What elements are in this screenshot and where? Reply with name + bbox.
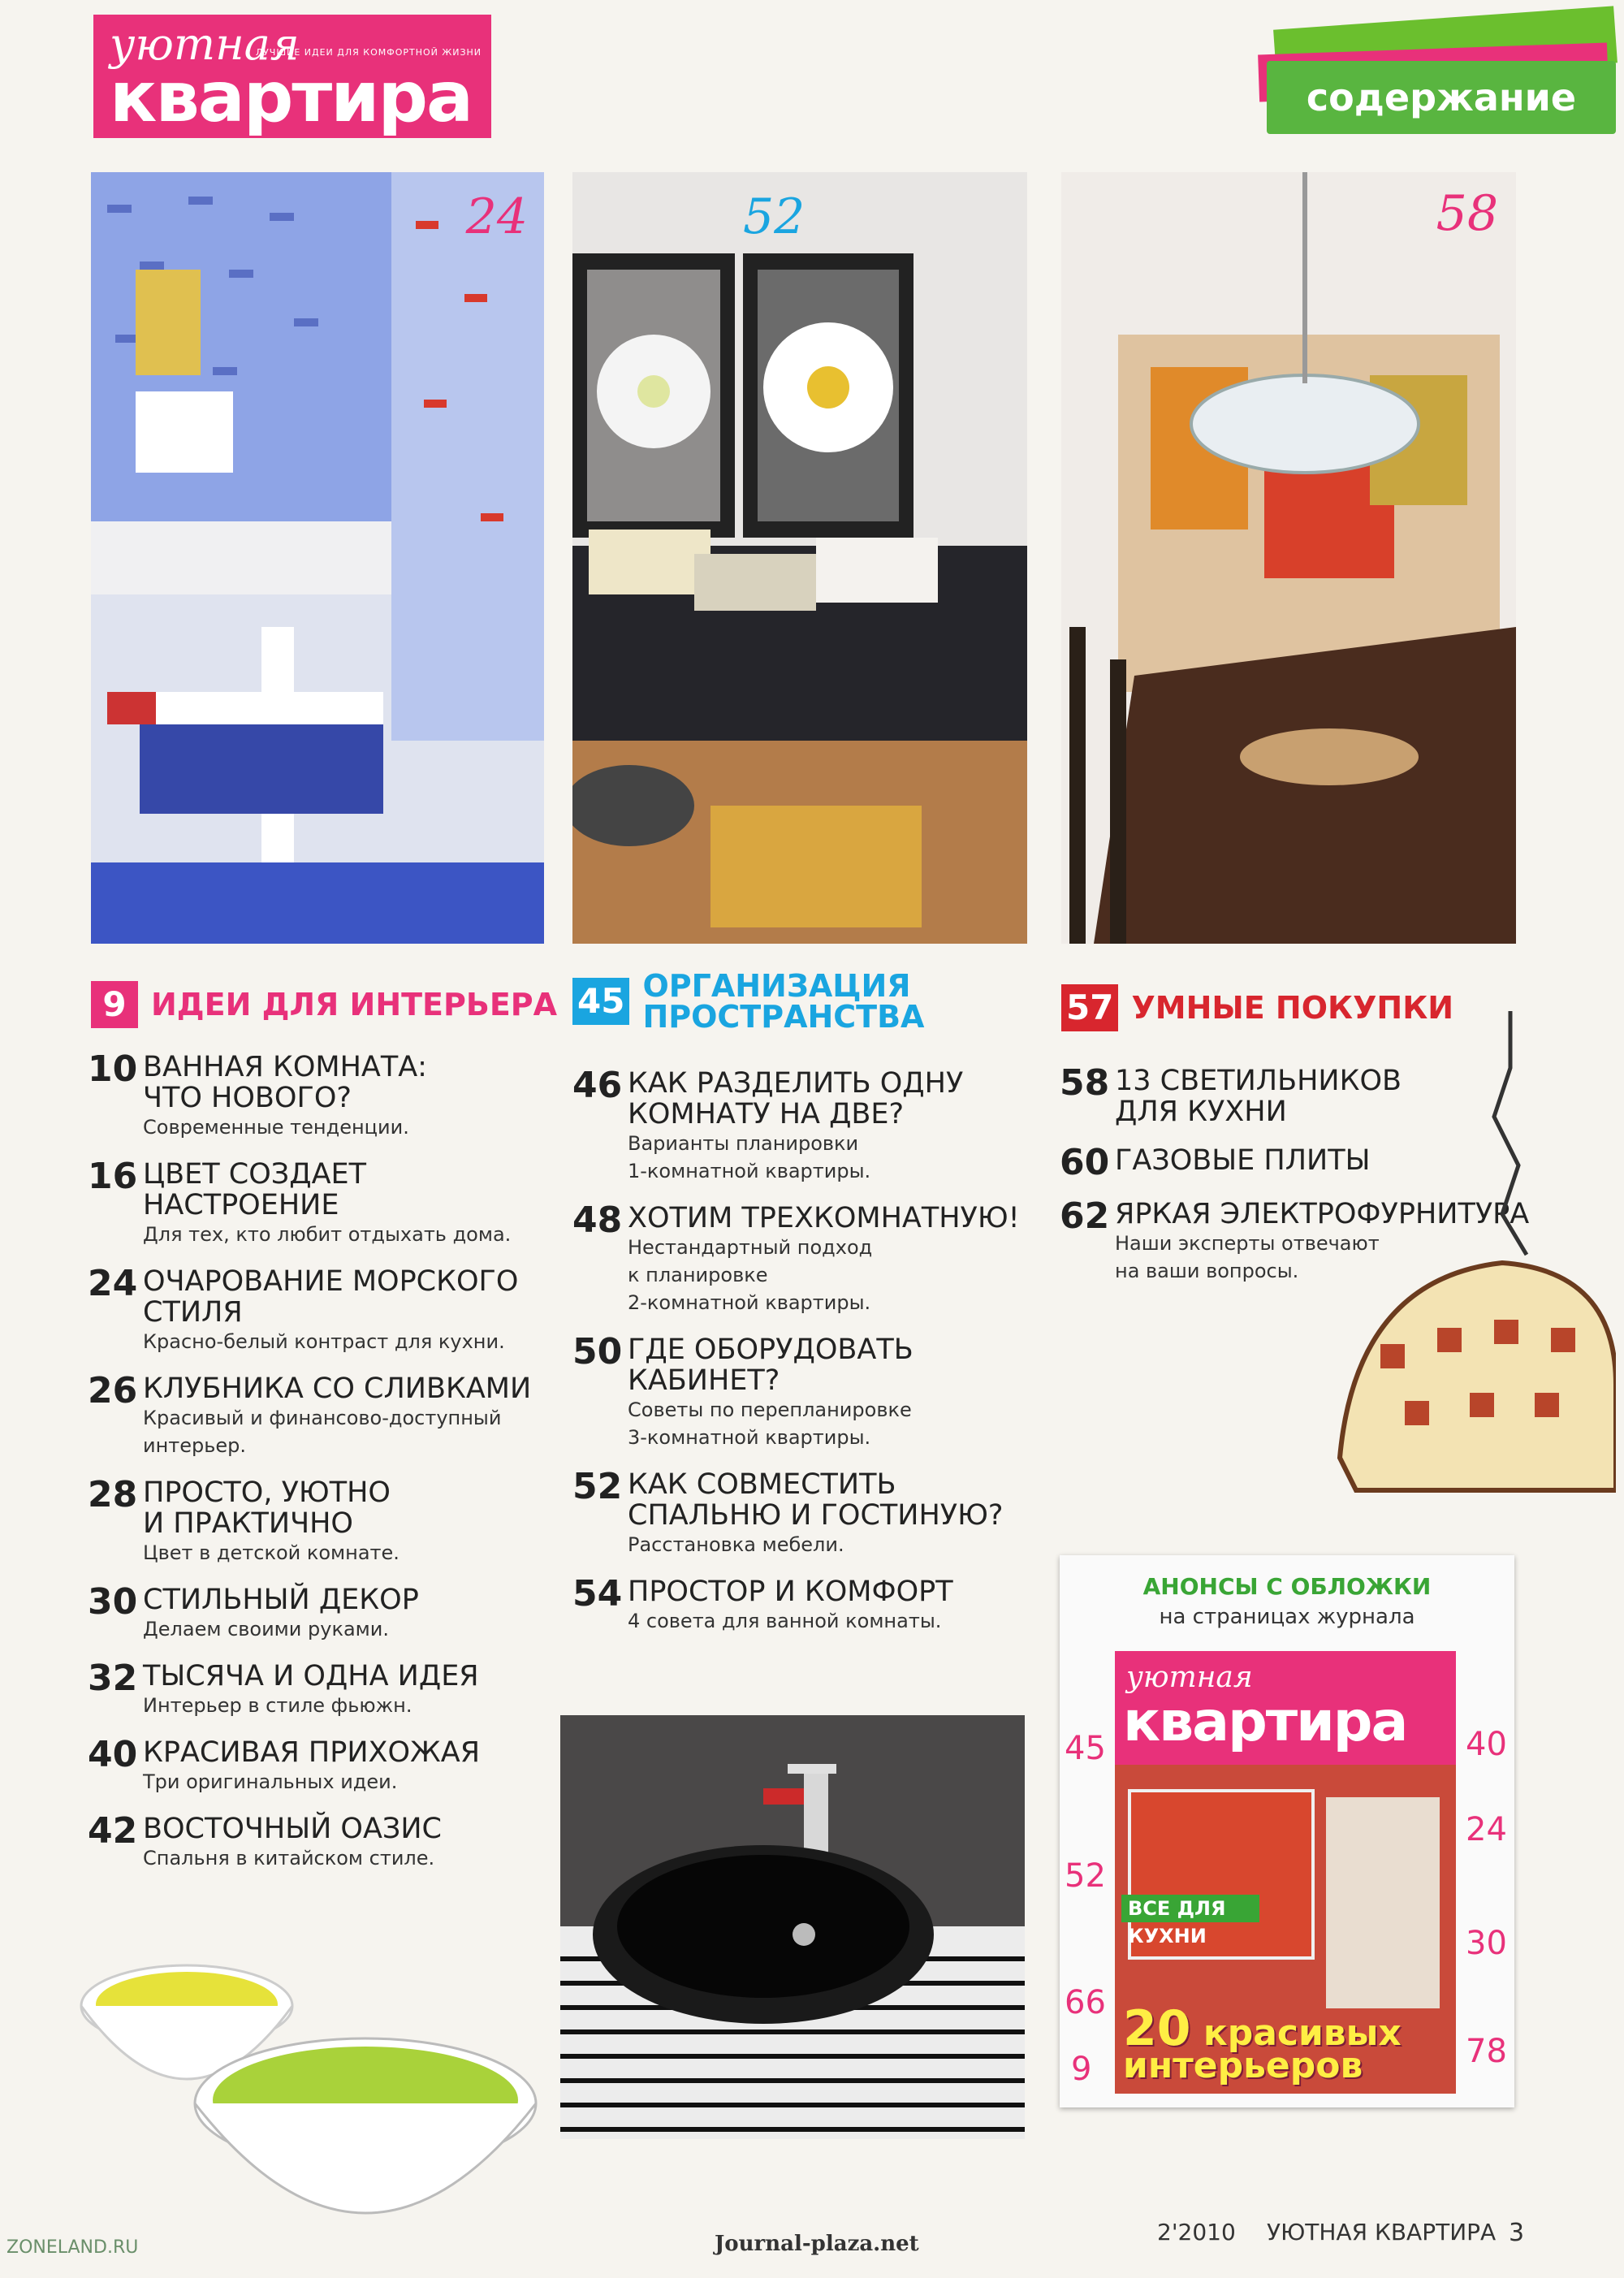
kids-room-illustration xyxy=(91,172,544,944)
footer-source: Journal-plaza.net xyxy=(715,2232,919,2256)
toc-title: КАБИНЕТ? xyxy=(628,1364,780,1397)
section-title-line: ОРГАНИЗАЦИЯ xyxy=(642,968,911,1004)
anons-subtitle: на страницах журнала xyxy=(1159,1605,1415,1629)
toc-title: ГДЕ ОБОРУДОВАТЬ xyxy=(628,1334,914,1366)
toc-item[interactable] xyxy=(88,1474,542,1567)
cover-interior-photo xyxy=(1115,1765,1456,2094)
toc-page: 26 xyxy=(88,1370,138,1411)
logo-small-text: уютная xyxy=(110,19,300,70)
toc-desc: 4 совета для ванной комнаты. xyxy=(628,1610,942,1632)
logo-big-text: квартира xyxy=(110,57,473,138)
toc-title: НАСТРОЕНИЕ xyxy=(143,1189,339,1221)
toc-desc: Интерьер в стиле фьюжн. xyxy=(143,1694,412,1717)
toc-item[interactable] xyxy=(88,1156,542,1248)
toc-desc: Современные тенденции. xyxy=(143,1116,409,1139)
toc-title: ПРОСТО, УЮТНО xyxy=(143,1476,391,1509)
toc-desc: Красно-белый контраст для кухни. xyxy=(143,1330,505,1353)
toc-page: 42 xyxy=(88,1810,138,1852)
toc-title: И ПРАКТИЧНО xyxy=(143,1507,353,1540)
tiffany-lamp-illustration xyxy=(1307,1003,1616,1506)
toc-page: 40 xyxy=(88,1734,138,1775)
cover-page-ref: 78 xyxy=(1466,2033,1507,2070)
photo-dining-room xyxy=(1061,172,1516,944)
cover-logo-small: уютная xyxy=(1126,1661,1253,1694)
toc-title: КЛУБНИКА СО СЛИВКАМИ xyxy=(143,1372,532,1405)
photo-kids-room xyxy=(91,172,544,944)
toc-page: 58 xyxy=(1060,1062,1110,1104)
cover-page-ref: 9 xyxy=(1071,2051,1092,2088)
toc-desc: Три оригинальных идеи. xyxy=(143,1770,398,1793)
dining-room-illustration xyxy=(1061,172,1516,944)
toc-page: 50 xyxy=(572,1331,623,1372)
section-label: содержание xyxy=(1267,61,1616,134)
toc-page: 28 xyxy=(88,1474,138,1515)
cover-page-ref: 40 xyxy=(1466,1726,1507,1763)
toc-page: 16 xyxy=(88,1156,138,1197)
toc-page: 30 xyxy=(88,1581,138,1623)
toc-title: ПРОСТОР И КОМФОРТ xyxy=(628,1576,953,1608)
toc-title: ВАННАЯ КОМНАТА: xyxy=(143,1051,427,1083)
toc-title: СТИЛЬНЫЙ ДЕКОР xyxy=(143,1584,419,1616)
toc-item[interactable] xyxy=(572,1331,1027,1451)
sink-illustration xyxy=(560,1715,1025,2139)
toc-item[interactable] xyxy=(572,1573,1027,1635)
section-number: 45 xyxy=(572,978,629,1025)
toc-list-space xyxy=(572,1065,1027,1653)
toc-title: ГАЗОВЫЕ ПЛИТЫ xyxy=(1115,1144,1371,1177)
toc-item[interactable] xyxy=(88,1658,542,1719)
living-room-illustration xyxy=(572,172,1027,944)
toc-page: 10 xyxy=(88,1048,138,1090)
toc-desc: 2-комнатной квартиры. xyxy=(628,1291,871,1314)
toc-item[interactable] xyxy=(88,1734,542,1796)
section-title-line: ПРОСТРАНСТВА xyxy=(642,999,925,1035)
toc-page: 60 xyxy=(1060,1142,1110,1183)
footer-watermark-left: ZONELAND.RU xyxy=(6,2237,139,2258)
toc-title: КРАСИВАЯ ПРИХОЖАЯ xyxy=(143,1736,481,1769)
toc-page: 32 xyxy=(88,1658,138,1699)
toc-page: 52 xyxy=(572,1466,623,1507)
magazine-cover[interactable] xyxy=(1115,1651,1456,2094)
toc-item[interactable] xyxy=(572,1466,1027,1558)
toc-desc: Спальня в китайском стиле. xyxy=(143,1847,435,1870)
toc-title: ХОТИМ ТРЕХКОМНАТНУЮ! xyxy=(628,1202,1020,1234)
toc-item[interactable] xyxy=(572,1200,1027,1316)
toc-desc: к планировке xyxy=(628,1264,768,1286)
toc-item[interactable] xyxy=(88,1048,542,1141)
toc-desc: 1-комнатной квартиры. xyxy=(628,1160,871,1182)
toc-title: ОЧАРОВАНИЕ МОРСКОГО xyxy=(143,1265,519,1298)
magazine-logo xyxy=(93,15,491,138)
anons-title: АНОНСЫ С ОБЛОЖКИ xyxy=(1142,1573,1432,1600)
footer-page-number: 3 xyxy=(1509,2219,1525,2247)
toc-desc: Цвет в детской комнате. xyxy=(143,1541,400,1564)
toc-desc: Красивый и финансово-доступный xyxy=(143,1407,502,1429)
section-number: 57 xyxy=(1061,984,1118,1031)
toc-page: 62 xyxy=(1060,1195,1110,1237)
cover-page-ref: 45 xyxy=(1065,1730,1106,1767)
toc-title: СПАЛЬНЮ И ГОСТИНУЮ? xyxy=(628,1499,1004,1532)
section-title: УМНЫЕ ПОКУПКИ xyxy=(1131,990,1454,1026)
logo-tagline: ЛУЧШИЕ ИДЕИ ДЛЯ КОМФОРТНОЙ ЖИЗНИ xyxy=(255,47,482,58)
toc-title: ЯРКАЯ ЭЛЕКТРОФУРНИТУРА xyxy=(1115,1198,1530,1230)
cover-headline-line: красивых xyxy=(1203,2012,1402,2054)
photo-page-number: 24 xyxy=(465,188,528,245)
toc-desc: Делаем своими руками. xyxy=(143,1618,389,1640)
section-title xyxy=(642,968,925,1035)
section-number: 9 xyxy=(91,981,138,1028)
toc-item[interactable] xyxy=(88,1581,542,1643)
toc-title: ДЛЯ КУХНИ xyxy=(1115,1096,1287,1128)
toc-desc: Для тех, кто любит отдыхать дома. xyxy=(143,1223,512,1246)
toc-desc: Наши эксперты отвечают xyxy=(1115,1232,1380,1255)
toc-title: КАК РАЗДЕЛИТЬ ОДНУ xyxy=(628,1067,964,1100)
toc-page: 24 xyxy=(88,1263,138,1304)
toc-desc: интерьер. xyxy=(143,1434,247,1457)
cover-page-ref: 24 xyxy=(1466,1811,1507,1848)
toc-list-ideas xyxy=(88,1048,542,1890)
toc-desc: Нестандартный подход xyxy=(628,1236,873,1259)
toc-title: 13 СВЕТИЛЬНИКОВ xyxy=(1115,1065,1402,1097)
cover-banner: ВСЕ ДЛЯ КУХНИ xyxy=(1121,1895,1259,1922)
toc-desc: Варианты планировки xyxy=(628,1132,859,1155)
cover-logo-big: квартира xyxy=(1123,1690,1407,1754)
toc-item[interactable] xyxy=(88,1263,542,1355)
toc-title: ЦВЕТ СОЗДАЕТ xyxy=(143,1158,367,1191)
toc-desc: 3-комнатной квартиры. xyxy=(628,1426,871,1449)
section-title: ИДЕИ ДЛЯ ИНТЕРЬЕРА xyxy=(151,987,558,1022)
toc-desc: Расстановка мебели. xyxy=(628,1533,844,1556)
cover-cabinet xyxy=(1326,1797,1440,2008)
toc-title: СТИЛЯ xyxy=(143,1296,243,1329)
photo-sink xyxy=(560,1715,1025,2139)
toc-page: 46 xyxy=(572,1065,623,1106)
toc-desc: Советы по перепланировке xyxy=(628,1398,912,1421)
toc-item[interactable] xyxy=(88,1810,542,1872)
toc-title: КОМНАТУ НА ДВЕ? xyxy=(628,1098,905,1130)
bowls-illustration xyxy=(57,1941,641,2266)
photo-living-room xyxy=(572,172,1027,944)
toc-title: ТЫСЯЧА И ОДНА ИДЕЯ xyxy=(143,1660,479,1692)
cover-page-ref: 30 xyxy=(1466,1925,1507,1962)
toc-item[interactable] xyxy=(88,1370,542,1459)
toc-title: КАК СОВМЕСТИТЬ xyxy=(628,1468,896,1501)
toc-page: 54 xyxy=(572,1573,623,1614)
toc-item[interactable] xyxy=(572,1065,1027,1185)
footer-issue: 2'2010 xyxy=(1157,2219,1236,2246)
toc-title: ЧТО НОВОГО? xyxy=(143,1082,352,1114)
section-header-ideas xyxy=(91,981,557,1028)
cover-page-ref: 52 xyxy=(1065,1857,1106,1895)
toc-desc: на ваши вопросы. xyxy=(1115,1260,1299,1282)
footer-magazine: УЮТНАЯ КВАРТИРА xyxy=(1267,2219,1497,2246)
cover-headline xyxy=(1123,2000,1402,2086)
cover-page-ref: 66 xyxy=(1065,1984,1106,2021)
toc-page: 48 xyxy=(572,1200,623,1241)
cover-headline-num: 20 xyxy=(1123,2000,1191,2057)
cover-headline-line: интерьеров xyxy=(1123,2045,1363,2086)
photo-page-number: 52 xyxy=(743,188,806,245)
toc-title: ВОСТОЧНЫЙ ОАЗИС xyxy=(143,1813,442,1845)
photo-page-number: 58 xyxy=(1436,185,1498,242)
section-header-space xyxy=(572,968,925,1035)
cover-announcements-box xyxy=(1060,1555,1514,2107)
